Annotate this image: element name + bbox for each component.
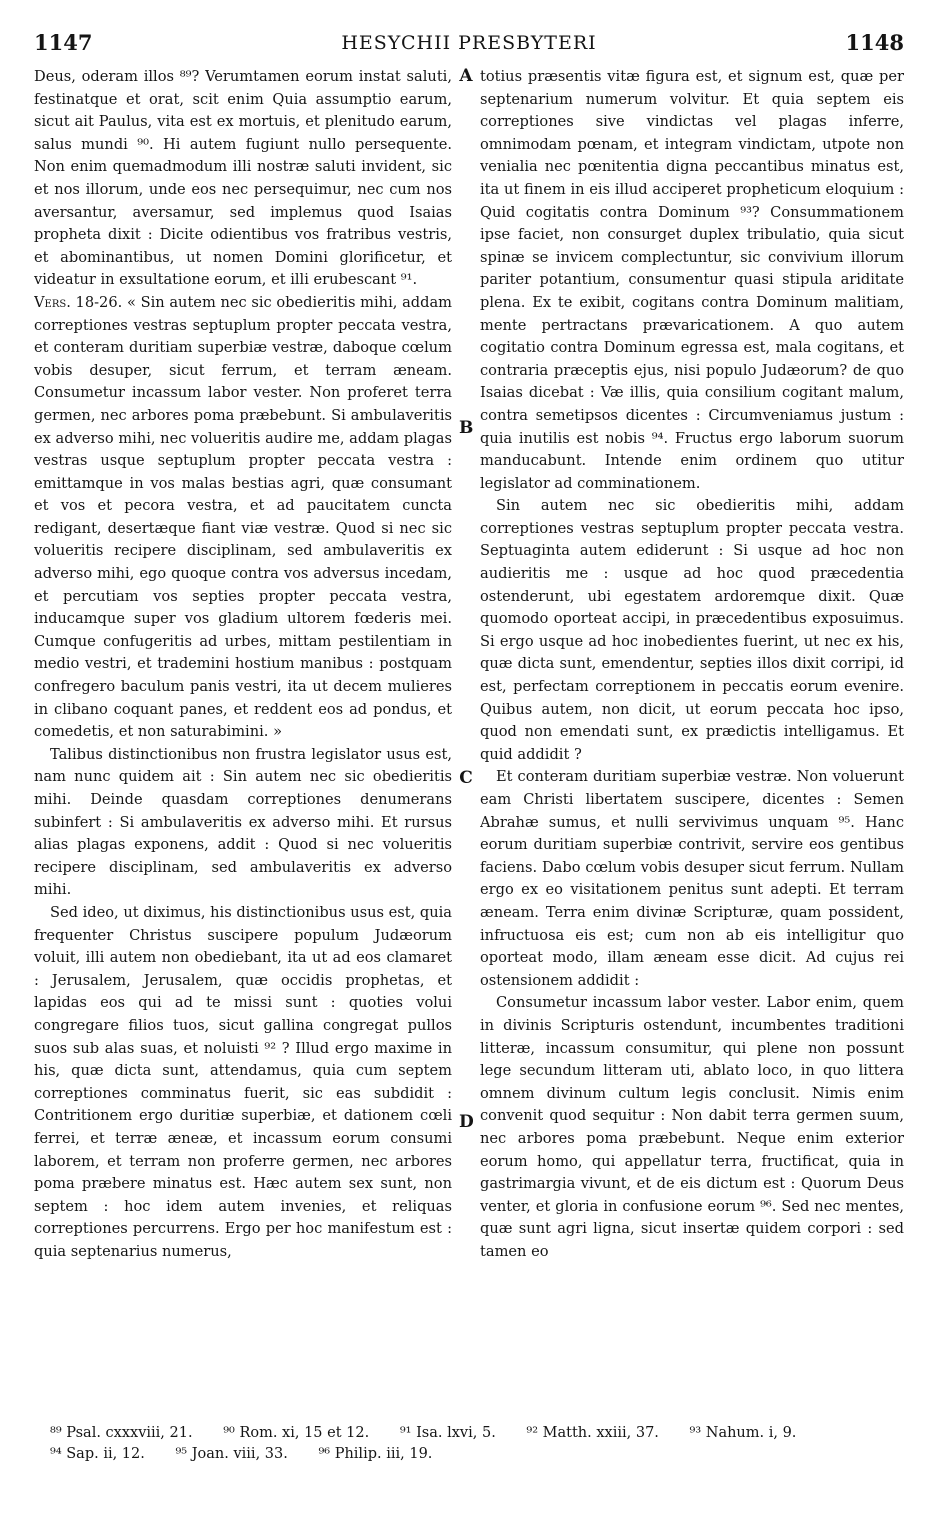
verse-text: « Sin autem nec sic obedieritis mihi, addam correptiones vestras septuplum propter peccata vestra, et conteram duritiam superbiæ vestræ, daboque cœlum vobis desuper, sicut ferrum, et terram æneam. Consumetur incassum labor vester. Non proferet terra germen, nec arbores poma præbebunt. Si ambulaveritis ex adverso mihi, nec volueritis audire me, addam plagas vestras usque septuplum propter peccata vestra : emittamque in vos malas bestias agri, quæ consumant et vos et pecora vestra, et ad paucitatem cuncta redigant, desertæque fiant viæ vestræ. Quod si nec sic volueritis recipere disciplinam, sed ambulaveritis ex adverso mihi, ego quoque contra vos adversus incedam, et percutiam vos septies propter peccata vestra, inducamque super vos gladium ultorem fœderis mei. Cumque confugeritis ad urbes, mittam pestilentiam in medio vestri, et trademini hostium manibus : postquam confregero baculum panis vestri, ita ut decem mulieres in clibano coquant panes, et reddent eos ad pondus, et comedetis, et non saturabimini. » bbox=[34, 293, 452, 741]
footnote-line-2 bbox=[50, 1444, 910, 1465]
footnotes bbox=[50, 1423, 910, 1465]
margin-letter-c: C bbox=[459, 768, 473, 788]
running-title: HESYCHII PRESBYTERI bbox=[341, 32, 597, 54]
footnote: ⁹⁶ Philip. iii, 19. bbox=[318, 1446, 433, 1462]
footnote: ⁹² Matth. xxiii, 37. bbox=[526, 1425, 659, 1441]
running-header bbox=[34, 30, 904, 60]
right-paragraph-1: totius præsentis vitæ figura est, et signum est, quæ per septenarium numerum volvitur. Et quia septem eis correptiones sive vindictas vel plagas inferre, omnimodam pœnam, et integram vindictam, utpote non venialia nec pœnitentia digna peccantibus minatus est, ita ut finem in eis illud acciperet propheticum eloquium : Quid cogitatis contra Dominum ⁹³? Consummationem ipse faciet, non consurget duplex tribulatio, quia sicut spinæ se invicem complectuntur, sic convivium illorum pariter potantium, consumentur quasi stipula ariditate plena. Ex te exibit, cogitans contra Dominum malitiam, mente pertractans prævaricationem. A quo autem cogitatio contra Dominum egressa est, mala cogitans, et contraria præceptis ejus, nisi populo Judæorum? de quo Isaias dicebat : Væ illis, quia consilium cogitant malum, contra semetipsos dicentes : Circumveniamus justum : quia inutilis est nobis ⁹⁴. Fructus ergo laborum suorum manducabunt. Intende enim ordinem quo utitur legislator ad comminationem. bbox=[480, 68, 904, 492]
footnote: ⁹³ Nahum. i, 9. bbox=[689, 1425, 797, 1441]
margin-letter-b: B bbox=[459, 418, 474, 438]
footnote: ⁹⁰ Rom. xi, 15 et 12. bbox=[223, 1425, 370, 1441]
right-paragraph-4: Consumetur incassum labor vester. Labor enim, quem in divinis Scripturis ostendunt, incumbentes traditioni litteræ, incassum consumitur, qui plene non possunt lege secundum litteram uti, ablato loco, in quo littera omnem divinum cultum legis conclusit. Nimis enim convenit quod sequitur : Non dabit terra germen suum, nec arbores poma præbebunt. Neque enim exterior eorum homo, qui appellatur terra, fructificat, quia in gastrimargia vivunt, et de eis dictum est : Quorum Deus venter, et gloria in confusione eorum ⁹⁶. Sed nec mentes, quæ sunt agri ligna, sicut insertæ quidem corpori : sed tamen eo bbox=[480, 994, 904, 1260]
left-column bbox=[34, 66, 452, 1391]
right-paragraph-3: Et conteram duritiam superbiæ vestræ. Non voluerunt eam Christi libertatem suscipere, dicentes : Semen Abrahæ sumus, et nulli servivimus unquam ⁹⁵. Hanc eorum duritiam superbiæ contrivit, servire eos gentibus faciens. Dabo cœlum vobis desuper sicut ferrum. Nullam ergo ex eo visitationem penitus sunt adepti. Et terram æneam. Terra enim divinæ Scripturæ, quam possident, infructuosa eis est; cum non ab eis intelligitur quo oporteat modo, illam æneam esse dicit. Ad cujus rei ostensionem addidit : bbox=[480, 768, 904, 989]
footnote: ⁹⁴ Sap. ii, 12. bbox=[50, 1446, 145, 1462]
page-number-left: 1147 bbox=[34, 30, 93, 55]
footnote: ⁹¹ Isa. lxvi, 5. bbox=[399, 1425, 496, 1441]
margin-letter-d: D bbox=[459, 1112, 474, 1132]
right-paragraph-2: Sin autem nec sic obedieritis mihi, addam correptiones vestras septuplum propter peccata vestra. Septuaginta autem ediderunt : Si usque ad hoc non audieritis me : usque ad hoc quod præcedentia ostenderunt, ubi egestatem ardoremque dixit. Quæ quomodo oporteat accipi, in præcedentibus exposuimus. Si ergo usque ad hoc inobedientes fuerint, ut nec ex his, quæ dicta sunt, emendentur, septies illos dixit corripi, id est, perfectam correptionem in peccatis eorum evenire. Quibus autem, non dicit, ut eorum peccata hoc ipso, quod non emendati sunt, ex prædictis intelligamus. Et quid addidit ? bbox=[480, 497, 904, 763]
footnote: ⁸⁹ Psal. cxxxviii, 21. bbox=[50, 1425, 193, 1441]
right-column bbox=[480, 66, 904, 1391]
margin-letter-a: A bbox=[459, 66, 473, 86]
page-number-right: 1148 bbox=[845, 30, 904, 55]
left-paragraph-4: Sed ideo, ut diximus, his distinctionibus usus est, quia frequenter Christus suscipere populum Judæorum voluit, illi autem non obediebant, ita ut ad eos clamaret : Jerusalem, Jerusalem, quæ occidis prophetas, et lapidas eos qui ad te missi sunt : quoties volui congregare filios tuos, sicut gallina congregat pullos suos sub alas suas, et noluisti ⁹² ? Illud ergo maxime in his, quæ dicta sunt, attendamus, quia cum septem correptiones comminatus fuerit, sic eas subdidit : Contritionem ergo duritiæ superbiæ, et dationem cœli ferrei, et terræ æneæ, et incassum eorum consumi laborem, et terram non proferre germen, nec arbores poma præbere minatus est. Hæc autem sex sunt, non septem : hoc idem autem invenies, et reliquas correptiones percurrens. Ergo per hoc manifestum est : quia septenarius numerus, bbox=[34, 903, 452, 1260]
left-paragraph-2 bbox=[34, 292, 452, 744]
left-paragraph-1: Deus, oderam illos ⁸⁹? Verumtamen eorum instat saluti, festinatque et orat, scit enim Quia assumptio earum, sicut ait Paulus, vita est ex mortuis, et plenitudo earum, salus mundi ⁹⁰. Hi autem fugiunt nullo persequente. Non enim quemadmodum illi nostræ saluti invident, sic et nos illorum, unde eos nec persequimur, nec cum nos aversantur, aversamur, sed implemus quod Isaias propheta dixit : Dicite odientibus vos fratribus vestris, et abominantibus, ut nomen Domini glorificetur, et videatur in exsultatione eorum, et illi erubescant ⁹¹. bbox=[34, 68, 452, 289]
left-paragraph-3: Talibus distinctionibus non frustra legislator usus est, nam nunc quidem ait : Sin autem nec sic obedieritis mihi. Deinde quasdam correptiones denumerans subinfert : Si ambulaveritis ex adverso mihi. Et rursus alias plagas exponens, addit : Quod si nec volueritis recipere disciplinam, sed ambulaveritis ex adverso mihi. bbox=[34, 745, 452, 899]
verse-label: Vers. 18-26. bbox=[34, 293, 123, 311]
footnote: ⁹⁵ Joan. viii, 33. bbox=[175, 1446, 288, 1462]
footnote-line-1 bbox=[50, 1423, 910, 1444]
